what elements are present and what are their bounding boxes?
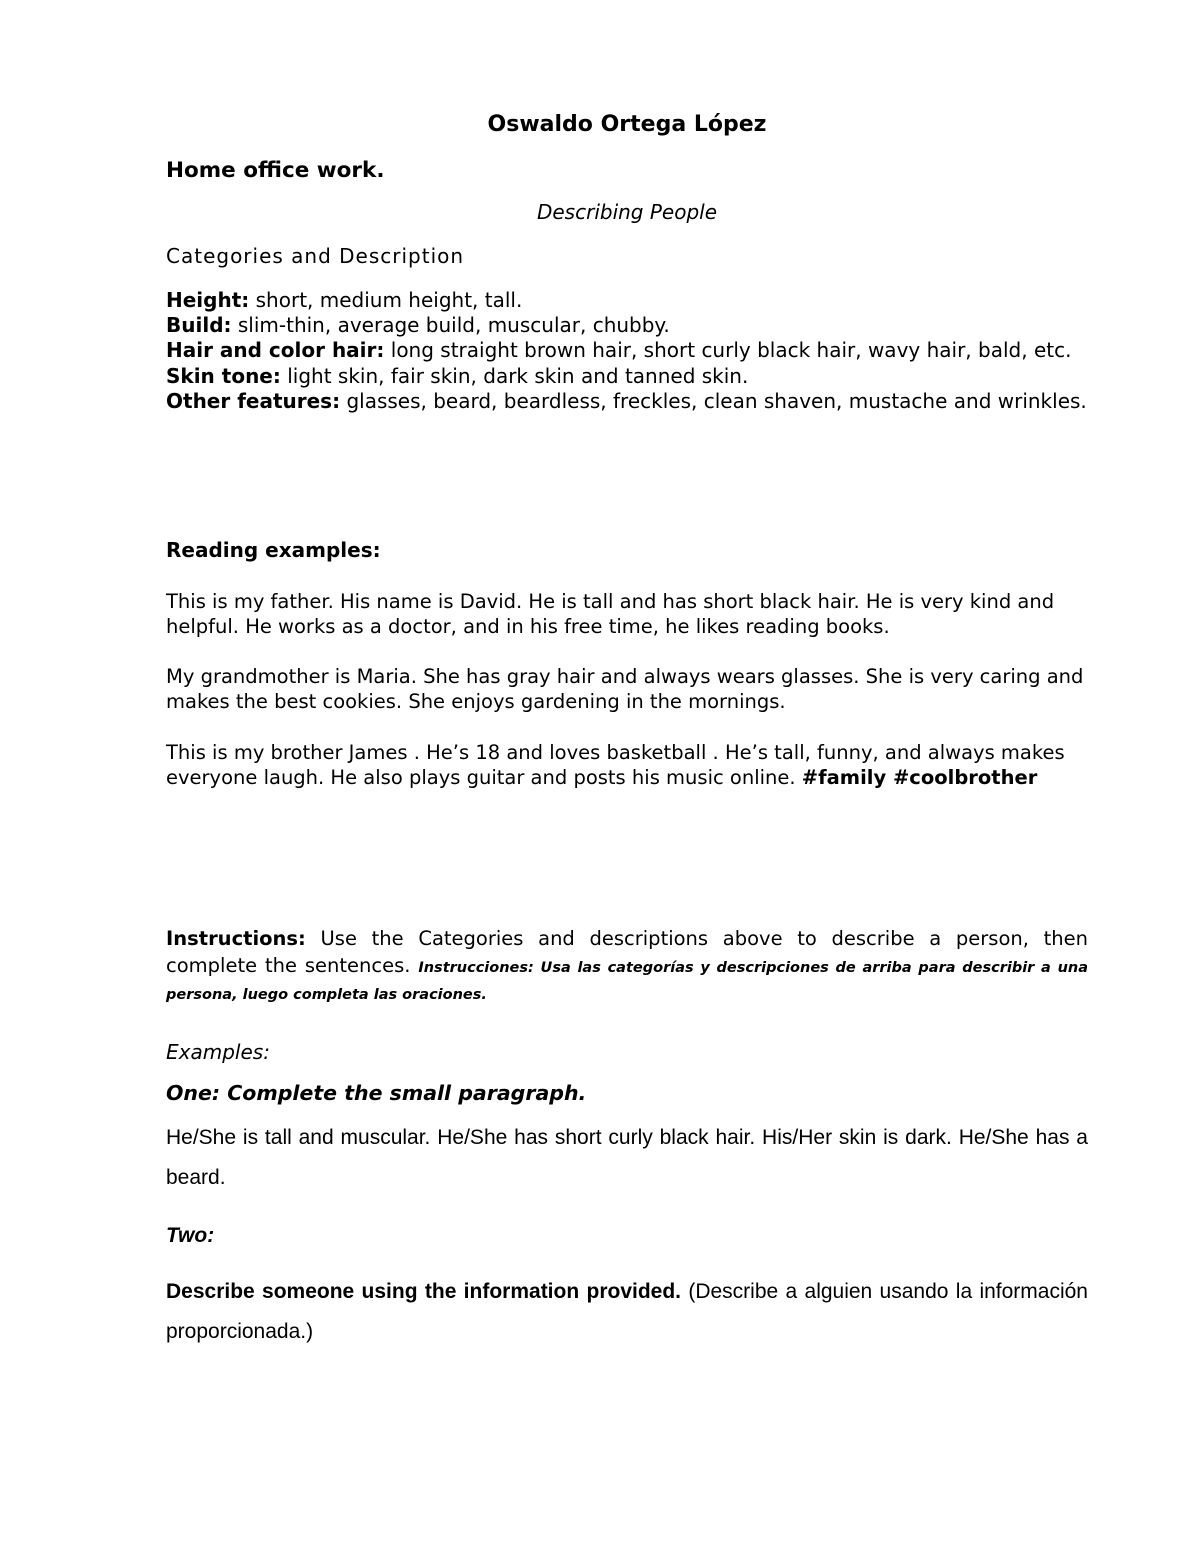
example-one-title: One: Complete the small paragraph. xyxy=(166,1081,587,1105)
category-build xyxy=(166,313,1088,338)
category-skin-tone xyxy=(166,364,1088,389)
instructions-label: Instructions: xyxy=(166,927,306,950)
category-label: Other features: xyxy=(166,388,341,413)
reading-paragraph-2: My grandmother is Maria. She has gray hair and always wears glasses. She is very caring and makes the best cookies. She enjoys gardening in the mornings. xyxy=(166,665,1084,714)
examples-heading: Examples: xyxy=(166,1040,270,1064)
author-name: Oswaldo Ortega López xyxy=(487,112,767,137)
category-text: light skin, fair skin, dark skin and tanned skin. xyxy=(280,363,749,388)
page-subtitle: Home office work. xyxy=(166,158,385,183)
reading-paragraph-3 xyxy=(166,740,1088,790)
categories-list xyxy=(166,288,1088,414)
category-label: Skin tone: xyxy=(166,363,281,388)
reading-paragraph-3-text: This is my brother James . He’s 18 and loves basketball . He’s tall, funny, and always makes everyone laugh. He also plays guitar and posts his music online. xyxy=(166,741,1065,790)
category-text: glasses, beard, beardless, freckles, clean shaven, mustache and wrinkles. xyxy=(340,388,1087,413)
category-label: Hair and color hair: xyxy=(166,338,385,363)
instructions xyxy=(166,925,1088,1006)
example-two-rest: (Describe a alguien usando la información proporcionada.) xyxy=(166,1280,1088,1343)
example-two-text xyxy=(166,1272,1088,1352)
category-other-features xyxy=(166,389,1088,414)
instructions-text: Use the Categories and descriptions above to describe a person, then complete the sentences. xyxy=(166,927,1088,977)
reading-paragraph-1: This is my father. His name is David. He is tall and has short black hair. He is very kind and helpful. He works as a doctor, and in his free time, he likes reading books. xyxy=(166,590,1055,639)
category-text: slim-thin, average build, muscular, chubby. xyxy=(231,313,670,338)
category-text: long straight brown hair, short curly black hair, wavy hair, bald, etc. xyxy=(384,338,1072,363)
category-hair xyxy=(166,338,1088,363)
category-label: Build: xyxy=(166,313,232,338)
categories-heading: Categories and Description xyxy=(166,244,465,268)
example-one-text: He/She is tall and muscular. He/She has short curly black hair. His/Her skin is dark. He/She has a beard. xyxy=(166,1126,1088,1189)
example-two-title: Two: xyxy=(166,1224,215,1247)
category-height xyxy=(166,288,1088,313)
reading-heading: Reading examples: xyxy=(166,538,381,562)
instructions-spanish: Instrucciones: Usa las categorías y descripciones de arriba para describir a una persona, luego completa las oraciones. xyxy=(166,960,1088,1003)
topic-title: Describing People xyxy=(536,200,718,224)
category-text: short, medium height, tall. xyxy=(249,288,523,312)
hashtags: #family #coolbrother xyxy=(801,766,1038,790)
example-two-bold: Describe someone using the information provided. xyxy=(166,1280,682,1303)
category-label: Height: xyxy=(166,288,250,312)
